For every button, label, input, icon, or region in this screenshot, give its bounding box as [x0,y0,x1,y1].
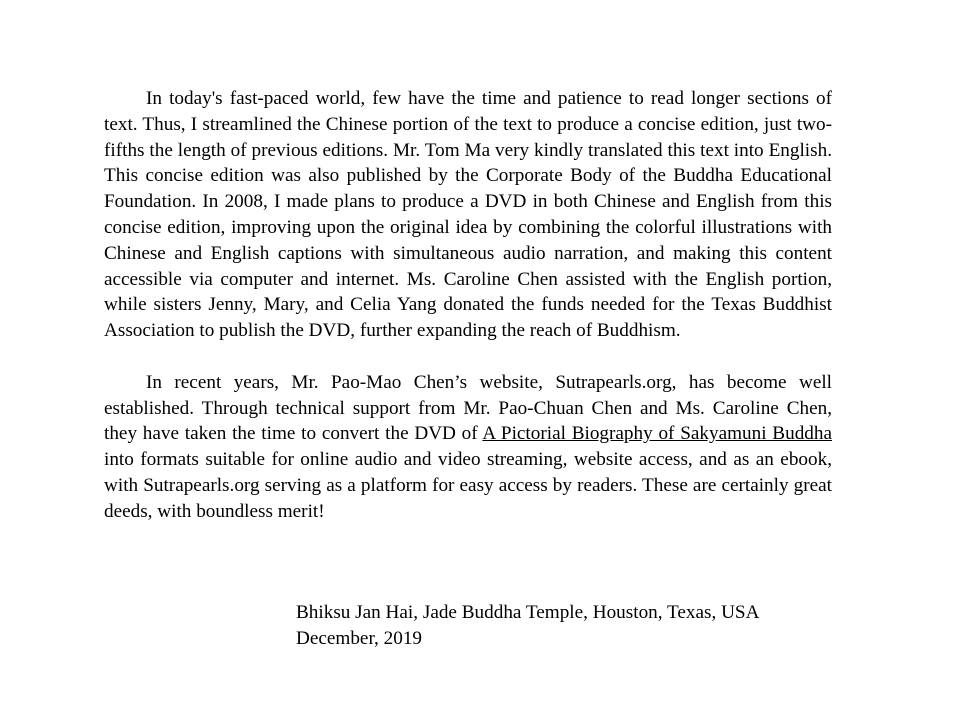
paragraph-recent-years-end: into formats suitable for online audio and video streaming, website access, and as an ebook, with Sutrapearls.org serving as a platform for easy access by readers. These are certainly great deeds, with boundless merit! [104,449,832,522]
paragraph-intro: In today's fast-paced world, few have the time and patience to read longer sections of text. Thus, I streamlined the Chinese portion of the text to produce a concise edition, just two-fifths the length of previous editions. Mr. Tom Ma very kindly translated this text into English. This concise edition was also published by the Corporate Body of the Buddha Educational Foundation. In 2008, I made plans to produce a DVD in both Chinese and English from this concise edition, improving upon the original idea by combining the colorful illustrations with Chinese and English captions with simultaneous audio narration, and making this content accessible via computer and internet. Ms. Caroline Chen assisted with the English portion, while sisters Jenny, Mary, and Celia Yang donated the funds needed for the Texas Buddhist Association to publish the DVD, further expanding the reach of Buddhism. [104,88,832,342]
body-text [104,86,832,525]
signature-date: December, 2019 [296,627,423,649]
paragraph-recent-years [104,370,832,525]
signature-block [296,600,856,652]
book-title: A Pictorial Biography of Sakyamuni Buddha [482,423,832,445]
paragraph-recent-years-start: In recent years, Mr. Pao-Mao Chen’s website, Sutrapearls.org, has become well established. Through technical support from Mr. Pao-Chuan Chen and Ms. Caroline Chen, they have taken the time to convert the DVD of [104,371,832,445]
signature-author: Bhiksu Jan Hai, Jade Buddha Temple, Houston, Texas, USA [296,602,760,623]
